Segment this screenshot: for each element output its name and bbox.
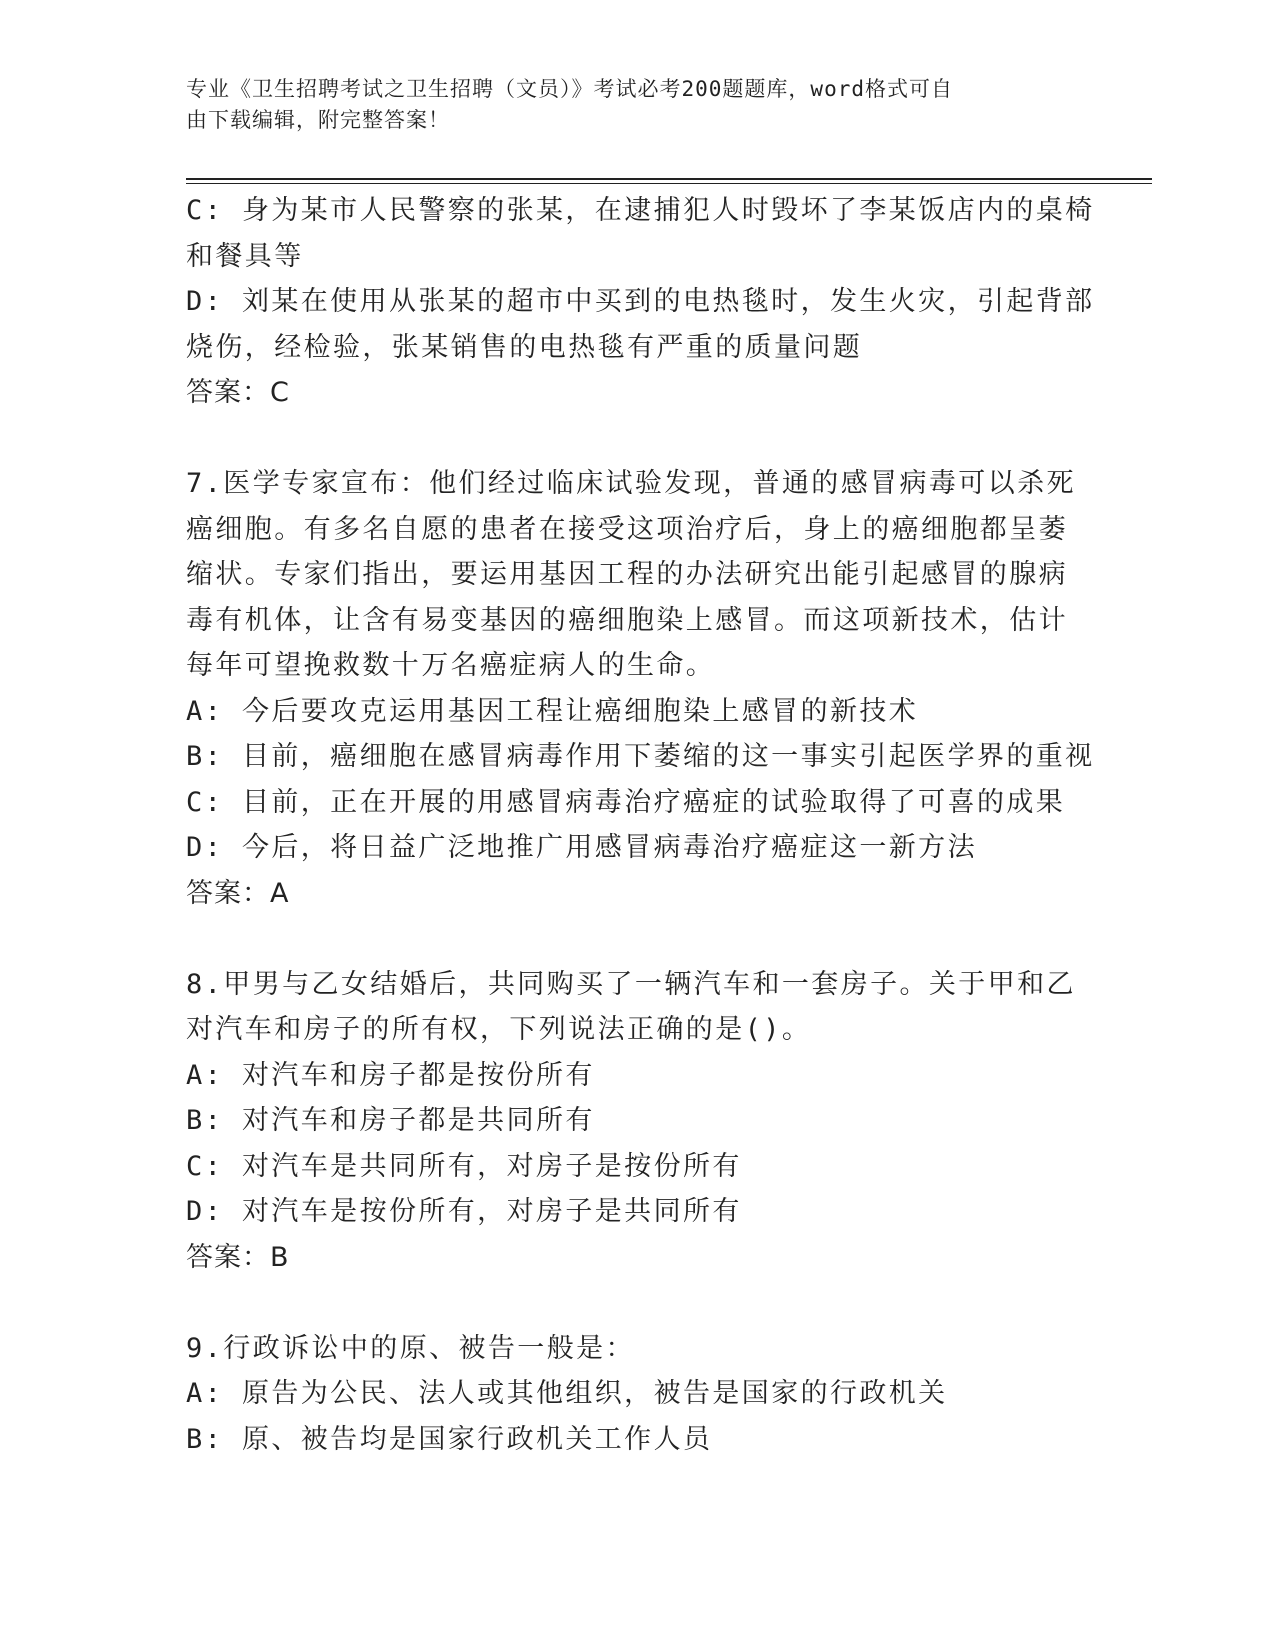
- header-divider: [186, 178, 1152, 184]
- q7-answer: 答案：A: [186, 877, 290, 909]
- q9-option-a: A: 原告为公民、法人或其他组织，被告是国家的行政机关: [186, 1378, 948, 1409]
- q7-option-b: B: 目前，癌细胞在感冒病毒作用下萎缩的这一事实引起医学界的重视: [186, 741, 1095, 772]
- q7-stem-line: 缩状。专家们指出，要运用基因工程的办法研究出能引起感冒的腺病: [186, 559, 1068, 590]
- q6-option-d-line-1: D: 刘某在使用从张某的超市中买到的电热毯时，发生火灾，引起背部: [186, 286, 1095, 317]
- q8-option-b: B: 对汽车和房子都是共同所有: [186, 1105, 595, 1136]
- q8-option-c: C: 对汽车是共同所有，对房子是按份所有: [186, 1150, 742, 1182]
- q7-option-d: D: 今后，将日益广泛地推广用感冒病毒治疗癌症这一新方法: [186, 832, 977, 863]
- spacer: [186, 916, 1086, 962]
- q8-answer: 答案：B: [186, 1241, 290, 1273]
- q6-option-c-line-2: 和餐具等: [186, 240, 304, 272]
- document-header: [186, 74, 1046, 136]
- spacer: [186, 416, 1086, 462]
- q7-stem-line: 癌细胞。有多名自愿的患者在接受这项治疗后，身上的癌细胞都呈萎: [186, 513, 1068, 545]
- document-body: [186, 188, 1095, 1462]
- q6-option-d-line-2: 烧伤，经检验，张某销售的电热毯有严重的质量问题: [186, 331, 863, 363]
- question-6: [186, 188, 1095, 416]
- q7-stem-line: 毒有机体，让含有易变基因的癌细胞染上感冒。而这项新技术，估计: [186, 604, 1068, 636]
- q9-option-b: B: 原、被告均是国家行政机关工作人员: [186, 1423, 713, 1455]
- spacer: [186, 1280, 1086, 1326]
- q6-answer: 答案：C: [186, 377, 290, 408]
- q8-option-a: A: 对汽车和房子都是按份所有: [186, 1059, 595, 1091]
- q9-stem: 9.行政诉讼中的原、被告一般是：: [186, 1332, 635, 1364]
- q7-stem-line: 每年可望挽救数十万名癌症病人的生命。: [186, 650, 716, 681]
- question-7: [186, 461, 1095, 916]
- header-line-2: 由下载编辑，附完整答案！: [186, 108, 450, 132]
- q6-option-c-line-1: C: 身为某市人民警察的张某，在逮捕犯人时毁坏了李某饭店内的桌椅: [186, 195, 1095, 226]
- q7-stem-line: 7.医学专家宣布：他们经过临床试验发现，普通的感冒病毒可以杀死: [186, 468, 1076, 499]
- q8-stem-line: 8.甲男与乙女结婚后，共同购买了一辆汽车和一套房子。关于甲和乙: [186, 968, 1076, 1000]
- q8-option-d: D: 对汽车是按份所有，对房子是共同所有: [186, 1196, 742, 1227]
- question-8: [186, 962, 1086, 1281]
- q8-stem-line: 对汽车和房子的所有权，下列说法正确的是()。: [186, 1014, 812, 1045]
- header-line-1: 专业《卫生招聘考试之卫生招聘（文员）》考试必考200题题库，word格式可自: [186, 77, 953, 101]
- q7-option-c: C: 目前，正在开展的用感冒病毒治疗癌症的试验取得了可喜的成果: [186, 786, 1066, 818]
- question-9: [186, 1326, 1086, 1463]
- q7-option-a: A: 今后要攻克运用基因工程让癌细胞染上感冒的新技术: [186, 695, 919, 727]
